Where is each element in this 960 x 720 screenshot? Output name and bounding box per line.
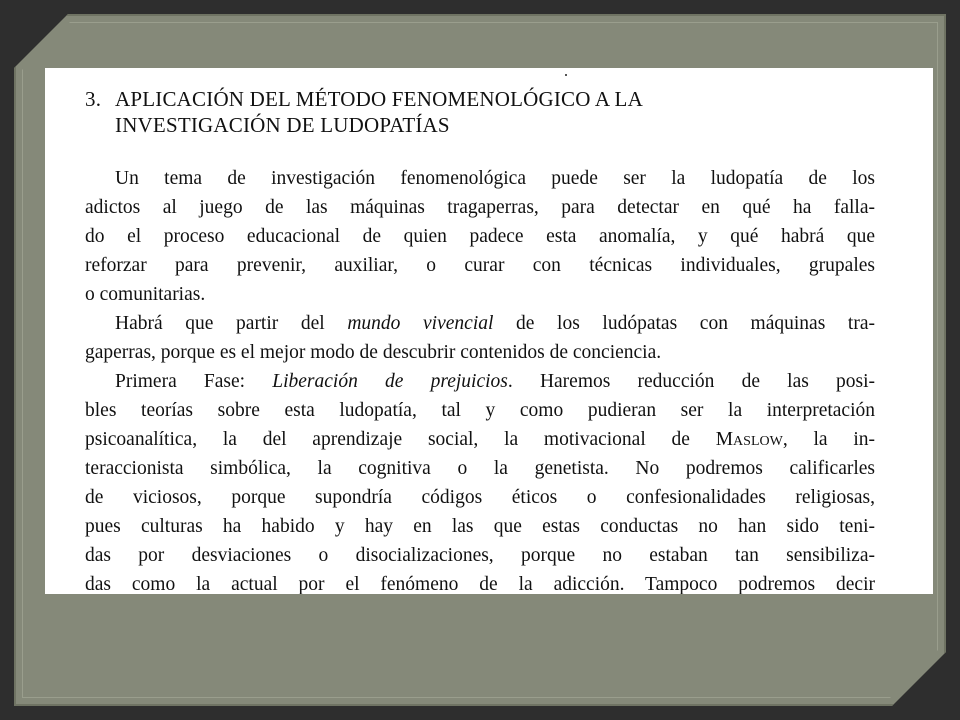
- scanned-page: [45, 68, 933, 594]
- heading-title-line2: INVESTIGACIÓN DE LUDOPATÍAS: [115, 113, 450, 137]
- text-line: gaperras, porque es el mejor modo de descubrir contenidos de conciencia.: [85, 342, 662, 363]
- text-run: . Haremos reducción de las posi-: [507, 371, 876, 392]
- heading-number: 3.: [85, 87, 102, 111]
- text-line: pues culturas ha habido y hay en las que estas conductas no han sido teni-: [85, 516, 875, 537]
- text-run: , la in-: [782, 429, 876, 450]
- text-run: Primera Fase:: [115, 371, 273, 392]
- text-line: do el proceso educacional de quien padece esta anomalía, y qué habrá que: [85, 226, 875, 247]
- paragraph-3: [85, 367, 875, 594]
- heading-line-1: [85, 86, 885, 112]
- text-line: [85, 425, 875, 454]
- paragraph-1: [85, 164, 875, 309]
- text-run: Habrá que partir del: [115, 313, 348, 334]
- scan-speck: [565, 74, 567, 76]
- text-line: das como la actual por el fenómeno de la adicción. Tampoco podremos decir: [85, 574, 875, 594]
- text-line: reforzar para prevenir, auxiliar, o curar con técnicas individuales, grupales: [85, 255, 875, 276]
- heading-title-line1: APLICACIÓN DEL MÉTODO FENOMENOLÓGICO A LA: [115, 87, 643, 111]
- text-line: das por desviaciones o disocializaciones, porque no estaban tan sensibiliza-: [85, 545, 875, 566]
- text-run: psicoanalítica, la del aprendizaje social, la motivacional de: [85, 429, 716, 450]
- text-run: de los ludópatas con máquinas tra-: [493, 313, 875, 334]
- text-line: teraccionista simbólica, la cognitiva o la genetista. No podremos calificarles: [85, 458, 875, 479]
- text-line: de viciosos, porque supondría códigos éticos o confesionalidades religiosas,: [85, 487, 875, 508]
- text-line: bles teorías sobre esta ludopatía, tal y como pudieran ser la interpretación: [85, 400, 875, 421]
- italic-term: mundo vivencial: [347, 313, 494, 334]
- text-line: adictos al juego de las máquinas tragaperras, para detectar en qué ha falla-: [85, 197, 875, 218]
- section-heading: [85, 86, 885, 138]
- italic-term: Liberación de prejuicios: [272, 371, 508, 392]
- author-name: Maslow: [715, 429, 783, 450]
- text-line: [85, 309, 875, 338]
- text-line: Un tema de investigación fenomenológica puede ser la ludopatía de los: [115, 168, 875, 189]
- text-line: [85, 367, 875, 396]
- paragraph-2: [85, 309, 875, 367]
- text-line: o comunitarias.: [85, 284, 206, 305]
- body-text: [85, 164, 875, 594]
